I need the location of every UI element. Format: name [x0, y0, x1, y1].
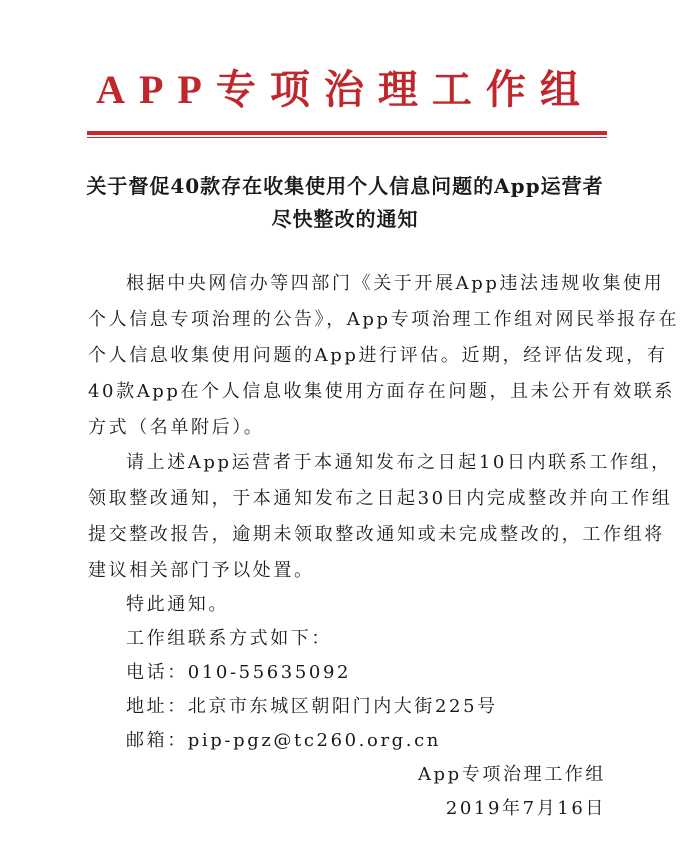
org-letterhead: APP专项治理工作组 — [96, 67, 594, 112]
paragraph-2-line: 建议相关部门予以处置。 — [88, 560, 315, 581]
paragraph-2-line: 请上述App运营者于本通知发布之日起10日内联系工作组， — [126, 452, 672, 473]
paragraph-1-line: 方式（名单附后）。 — [88, 417, 265, 438]
notice-date: 2019年7月16日 — [445, 798, 606, 819]
paragraph-1-line: 根据中央网信办等四部门《关于开展App违法违规收集使用 — [126, 273, 665, 294]
paragraph-1-line: 个人信息专项治理的公告》，App专项治理工作组对网民举报存在 — [88, 309, 680, 330]
contact-phone: 电话：010-55635092 — [126, 662, 352, 683]
notice-title-line-1: 关于督促40款存在收集使用个人信息问题的App运营者 — [86, 174, 604, 198]
closing-text: 特此通知。 — [126, 594, 229, 615]
notice-title-line-2: 尽快整改的通知 — [271, 207, 419, 231]
paragraph-1-line: 个人信息收集使用问题的App进行评估。近期，经评估发现，有 — [88, 345, 668, 366]
letterhead-divider-thick — [87, 131, 607, 135]
letterhead-divider-thin — [87, 137, 607, 138]
paragraph-2-line: 领取整改通知，于本通知发布之日起30日内完成整改并向工作组 — [88, 488, 673, 509]
paragraph-1-line: 40款App在个人信息收集使用方面存在问题，且未公开有效联系 — [88, 381, 675, 402]
contact-address: 地址：北京市东城区朝阳门内大街225号 — [126, 696, 498, 717]
signature: App专项治理工作组 — [417, 764, 606, 785]
contact-email: 邮箱：pip-pgz@tc260.org.cn — [126, 730, 441, 751]
contact-heading: 工作组联系方式如下： — [126, 628, 332, 649]
paragraph-2-line: 提交整改报告，逾期未领取整改通知或未完成整改的，工作组将 — [88, 524, 665, 545]
